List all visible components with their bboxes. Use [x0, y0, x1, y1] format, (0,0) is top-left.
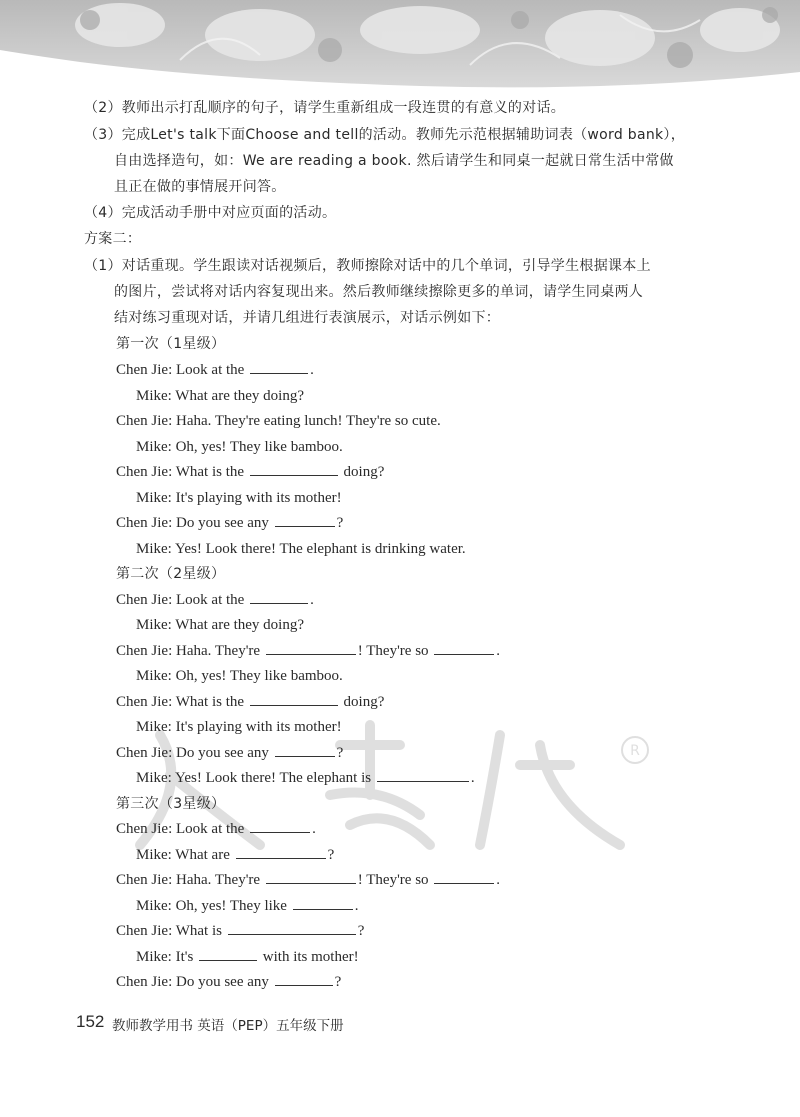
answer-blank — [228, 921, 356, 935]
answer-blank — [266, 641, 356, 655]
item-3: （3）完成Let's talk下面Choose and tell的活动。教师先示范根据辅助词表（word bank）， — [84, 127, 686, 143]
answer-blank — [377, 768, 469, 782]
answer-blank — [236, 845, 326, 859]
answer-blank — [250, 819, 310, 833]
dialogue-line: Chen Jie: Haha. They're ! They're so . — [116, 643, 501, 659]
level2-title: 第二次（2星级） — [116, 566, 226, 582]
answer-blank — [275, 972, 333, 986]
dialogue-line: Chen Jie: Look at the . — [116, 592, 314, 608]
header-banner — [0, 0, 800, 92]
dialogue-line: Mike: Yes! Look there! The elephant is drinking water. — [136, 541, 466, 557]
dialogue-line: Mike: What are they doing? — [136, 617, 305, 633]
item-1-plan2-cont2: 结对练习重现对话，并请几组进行表演展示，对话示例如下： — [114, 310, 501, 326]
dialogue-line: Mike: Oh, yes! They like . — [136, 898, 359, 914]
answer-blank — [266, 870, 356, 884]
answer-blank — [434, 641, 494, 655]
dialogue-line: Chen Jie: Do you see any ? — [116, 974, 342, 990]
item-3-cont2: 且正在做的事情展开问答。 — [114, 179, 286, 195]
item-1-plan2: （1）对话重现。学生跟读对话视频后，教师擦除对话中的几个单词，引导学生根据课本上 — [84, 258, 651, 274]
dialogue-line: Mike: It's playing with its mother! — [136, 719, 342, 735]
answer-blank — [250, 692, 338, 706]
dialogue-line: Mike: What are ? — [136, 847, 335, 863]
dialogue-line: Chen Jie: What is ? — [116, 923, 365, 939]
answer-blank — [275, 513, 335, 527]
dialogue-line: Mike: It's with its mother! — [136, 949, 359, 965]
answer-blank — [250, 590, 308, 604]
answer-blank — [275, 743, 335, 757]
dialogue-line: Chen Jie: Do you see any ? — [116, 515, 344, 531]
item-4: （4）完成活动手册中对应页面的活动。 — [84, 205, 337, 221]
item-2: （2）教师出示打乱顺序的句子，请学生重新组成一段连贯的有意义的对话。 — [84, 100, 566, 116]
page-number: 152 — [76, 1012, 105, 1031]
answer-blank — [434, 870, 494, 884]
svg-text:R: R — [630, 743, 640, 759]
dialogue-line: Chen Jie: Haha. They're ! They're so . — [116, 872, 501, 888]
dialogue-line: Chen Jie: What is the doing? — [116, 694, 385, 710]
answer-blank — [293, 896, 353, 910]
item-3-cont: 自由选择造句，如：We are reading a book. 然后请学生和同桌一起就日常生活中常做 — [114, 153, 674, 169]
dialogue-line: Mike: Yes! Look there! The elephant is . — [136, 770, 475, 786]
dialogue-line: Mike: Oh, yes! They like bamboo. — [136, 439, 343, 455]
level1-title: 第一次（1星级） — [116, 336, 226, 352]
plan-two-heading: 方案二： — [84, 231, 142, 247]
level3-title: 第三次（3星级） — [116, 796, 226, 812]
dialogue-line: Chen Jie: Do you see any ? — [116, 745, 344, 761]
item-1-plan2-cont: 的图片，尝试将对话内容复现出来。然后教师继续擦除更多的单词，请学生同桌两人 — [114, 284, 644, 300]
answer-blank — [250, 360, 308, 374]
dialogue-line: Chen Jie: Look at the . — [116, 362, 314, 378]
dialogue-line: Chen Jie: Look at the . — [116, 821, 316, 837]
dialogue-line: Mike: Oh, yes! They like bamboo. — [136, 668, 343, 684]
dialogue-line: Chen Jie: Haha. They're eating lunch! They're so cute. — [116, 413, 441, 429]
dialogue-line: Mike: What are they doing? — [136, 388, 305, 404]
dialogue-line: Chen Jie: What is the doing? — [116, 464, 385, 480]
dialogue-line: Mike: It's playing with its mother! — [136, 490, 342, 506]
answer-blank — [250, 462, 338, 476]
answer-blank — [199, 947, 257, 961]
book-title: 教师教学用书 英语（PEP）五年级下册 — [112, 1018, 344, 1034]
